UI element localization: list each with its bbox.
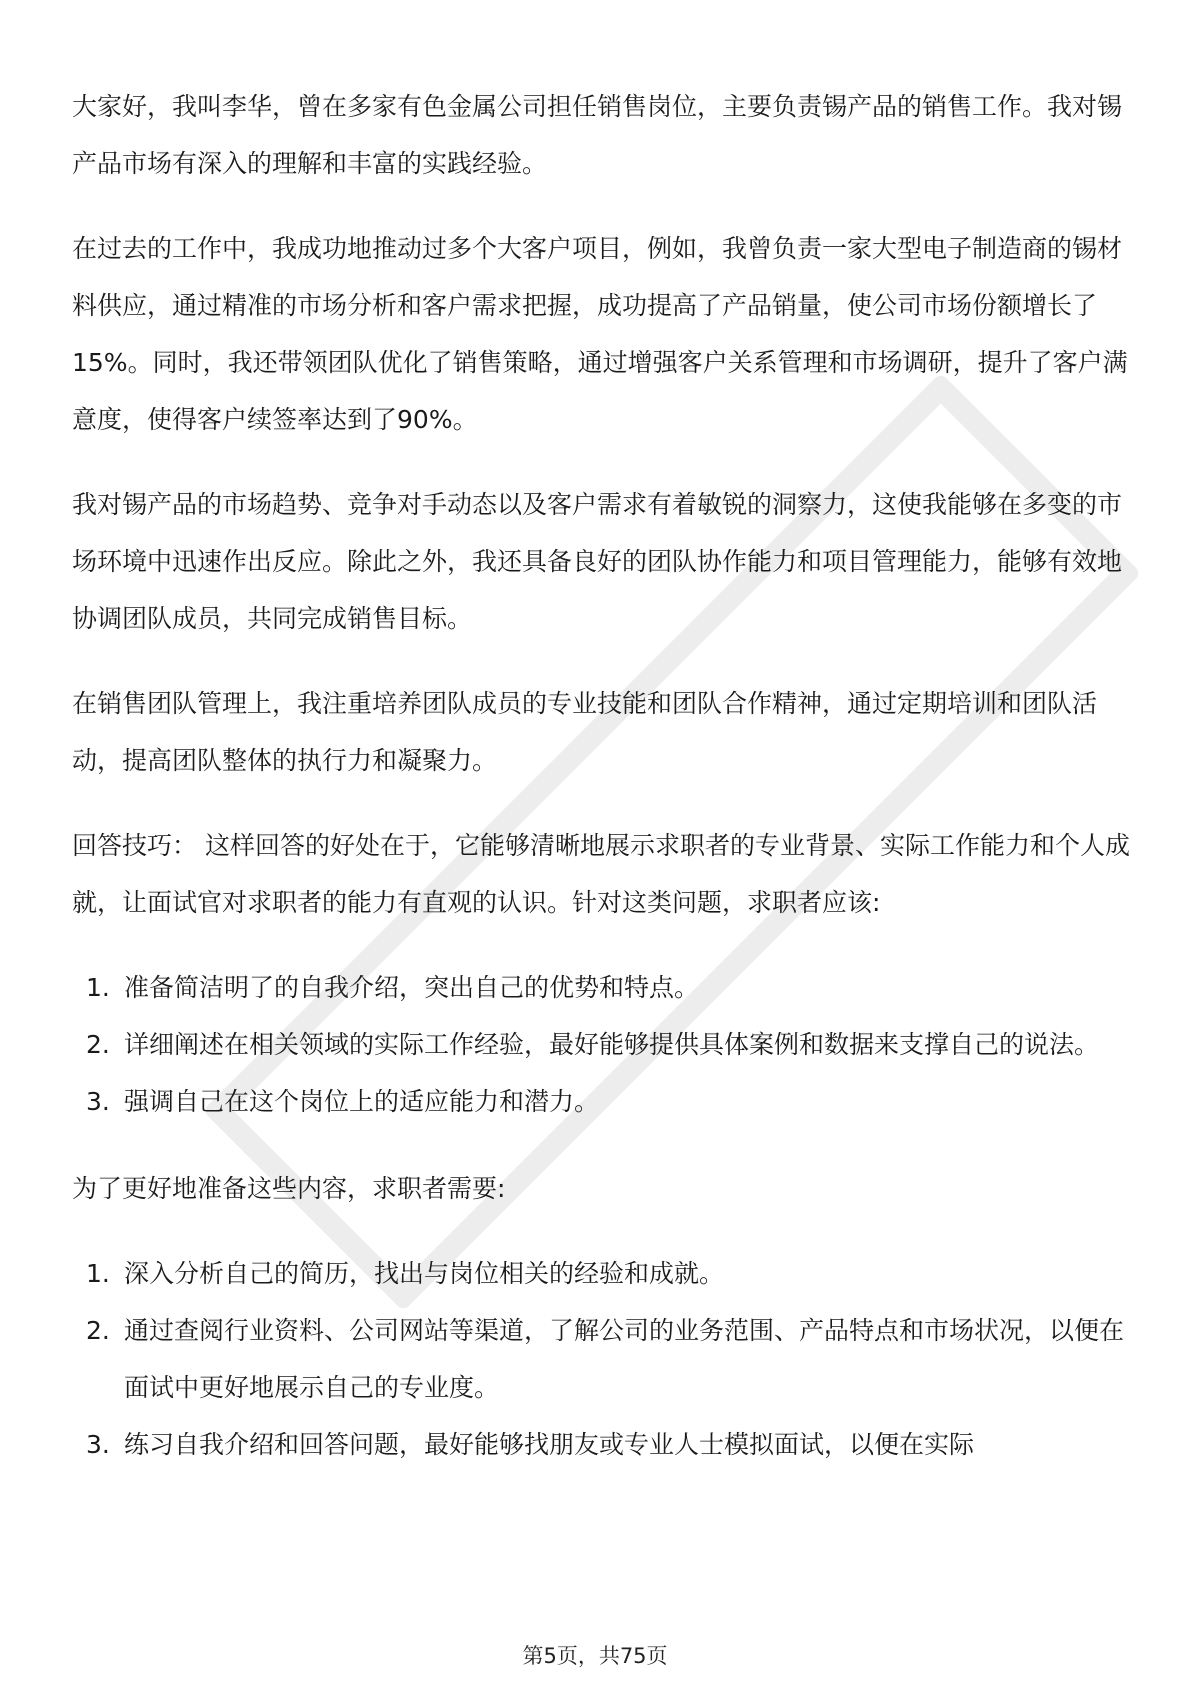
- list-item-text: 强调自己在这个岗位上的适应能力和潜力。: [124, 1087, 600, 1116]
- paragraph-achievements: 在过去的工作中，我成功地推动过多个大客户项目，例如，我曾负责一家大型电子制造商的锡材料供应，通过精准的市场分析和客户需求把握，成功提高了产品销量，使公司市场份额增长了15%。同时，我还带领团队优化了销售策略，通过增强客户关系管理和市场调研，提升了客户满意度，使得客户续签率达到了90%。: [72, 234, 1128, 434]
- paragraph-insight: 我对锡产品的市场趋势、竞争对手动态以及客户需求有着敏锐的洞察力，这使我能够在多变的市场环境中迅速作出反应。除此之外，我还具备良好的团队协作能力和项目管理能力，能够有效地协调团队成员，共同完成销售目标。: [72, 490, 1123, 633]
- preparation-list: [72, 1245, 1132, 1473]
- tips-list: [72, 959, 1132, 1130]
- list-item: [72, 1416, 1132, 1473]
- list-item-text: 详细阐述在相关领域的实际工作经验，最好能够提供具体案例和数据来支撑自己的说法。: [124, 1030, 1100, 1059]
- list-item-number: 3.: [86, 1087, 110, 1116]
- list-item-text: 准备简洁明了的自我介绍，突出自己的优势和特点。: [124, 973, 700, 1002]
- list-item: [72, 1302, 1132, 1416]
- list-item-number: 2.: [86, 1030, 110, 1059]
- paragraph-answer-tips: 回答技巧： 这样回答的好处在于，它能够清晰地展示求职者的专业背景、实际工作能力和个人成就，让面试官对求职者的能力有直观的认识。针对这类问题，求职者应该:: [72, 831, 1130, 917]
- page-number-footer: 第5页，共75页: [522, 1644, 668, 1668]
- paragraph-team-management: 在销售团队管理上，我注重培养团队成员的专业技能和团队合作精神，通过定期培训和团队活动，提高团队整体的执行力和凝聚力。: [72, 689, 1098, 775]
- paragraph-preparation-intro: 为了更好地准备这些内容，求职者需要:: [72, 1174, 506, 1203]
- list-item: [72, 1073, 1132, 1130]
- list-item-text: 通过查阅行业资料、公司网站等渠道，了解公司的业务范围、产品特点和市场状况，以便在面试中更好地展示自己的专业度。: [124, 1316, 1125, 1402]
- list-item-number: 1.: [86, 1259, 110, 1288]
- list-item-number: 3.: [86, 1430, 110, 1459]
- list-item-text: 深入分析自己的简历，找出与岗位相关的经验和成就。: [124, 1259, 725, 1288]
- paragraph-intro: 大家好，我叫李华，曾在多家有色金属公司担任销售岗位，主要负责锡产品的销售工作。我对锡产品市场有深入的理解和丰富的实践经验。: [72, 92, 1123, 178]
- list-item-text: 练习自我介绍和回答问题，最好能够找朋友或专业人士模拟面试，以便在实际: [124, 1430, 975, 1459]
- list-item: [72, 959, 1132, 1016]
- list-item: [72, 1245, 1132, 1302]
- list-item-number: 2.: [86, 1316, 110, 1345]
- list-item: [72, 1016, 1132, 1073]
- list-item-number: 1.: [86, 973, 110, 1002]
- document-body: [72, 78, 1132, 1503]
